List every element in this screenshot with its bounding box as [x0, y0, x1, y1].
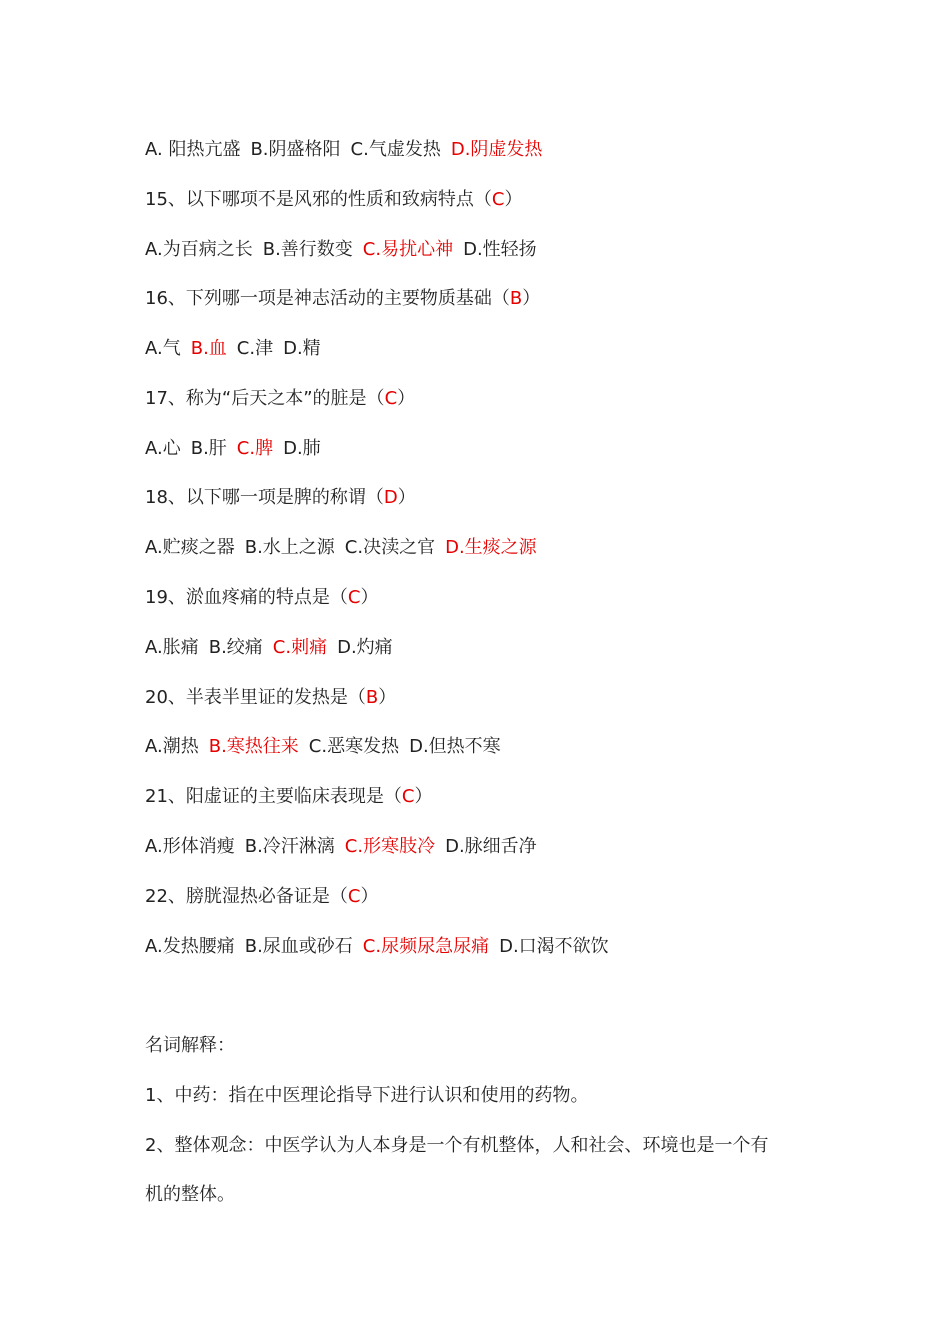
options-line	[145, 138, 542, 162]
correct-option: C.刺痛	[272, 637, 328, 658]
question-close: ）	[360, 886, 379, 907]
correct-option: C.尿频尿急尿痛	[362, 936, 490, 957]
option-c: C.气虚发热	[350, 139, 441, 160]
answer-letter: B	[509, 288, 523, 309]
options-18	[145, 536, 537, 560]
answer-letter: C	[347, 587, 361, 608]
correct-option: C.易扰心神	[362, 239, 454, 260]
glossary-item-1: 1、中药：指在中医理论指导下进行认识和使用的药物。	[145, 1085, 589, 1106]
question-close: ）	[397, 388, 416, 409]
option-c: C.津	[236, 338, 274, 359]
question-text: 16、下列哪一项是神志活动的主要物质基础（	[145, 288, 510, 309]
answer-letter: D	[383, 487, 398, 508]
option-a: A.发热腰痛	[145, 936, 235, 957]
question-21	[145, 785, 432, 809]
answer-letter: B	[365, 687, 379, 708]
question-16	[145, 287, 540, 311]
question-22	[145, 885, 378, 909]
option-d: D.精	[283, 338, 321, 359]
question-text: 22、膀胱湿热必备证是（	[145, 886, 348, 907]
options-16	[145, 337, 321, 361]
option-d: D.灼痛	[337, 637, 393, 658]
option-b: B.尿血或砂石	[244, 936, 353, 957]
question-close: ）	[522, 288, 541, 309]
correct-option: D.阴虚发热	[450, 139, 543, 160]
options-15	[145, 238, 537, 262]
options-17	[145, 437, 321, 461]
question-text: 17、称为“后天之本”的脏是（	[145, 388, 385, 409]
option-a: A.为百病之长	[145, 239, 253, 260]
option-d: D.但热不寒	[409, 736, 501, 757]
option-d: D.口渴不欲饮	[499, 936, 609, 957]
answer-letter: C	[384, 388, 398, 409]
options-19	[145, 636, 393, 660]
glossary-item-2: 2、整体观念：中医学认为人本身是一个有机整体，人和社会、环境也是一个有	[145, 1135, 769, 1156]
option-c: C.决渎之官	[344, 537, 436, 558]
question-20	[145, 686, 396, 710]
question-close: ）	[414, 786, 433, 807]
question-15	[145, 188, 522, 212]
option-b: B.冷汗淋漓	[244, 836, 335, 857]
glossary-heading: 名词解释：	[145, 1035, 235, 1056]
option-a: A.心	[145, 438, 181, 459]
correct-option: C.脾	[236, 438, 274, 459]
question-close: ）	[378, 687, 397, 708]
question-close: ）	[397, 487, 416, 508]
answer-letter: C	[491, 189, 505, 210]
option-a: A. 阳热亢盛	[145, 139, 241, 160]
option-a: A.胀痛	[145, 637, 199, 658]
option-b: B.绞痛	[208, 637, 263, 658]
question-18	[145, 486, 416, 510]
question-text: 20、半表半里证的发热是（	[145, 687, 366, 708]
option-a: A.潮热	[145, 736, 199, 757]
question-text: 19、淤血疼痛的特点是（	[145, 587, 348, 608]
option-d: D.性轻扬	[463, 239, 537, 260]
correct-option: B.寒热往来	[208, 736, 299, 757]
correct-option: B.血	[190, 338, 227, 359]
question-close: ）	[504, 189, 523, 210]
options-20	[145, 735, 501, 759]
option-b: B.水上之源	[244, 537, 335, 558]
question-text: 18、以下哪一项是脾的称谓（	[145, 487, 384, 508]
option-b: B.阴盛格阳	[250, 139, 341, 160]
answer-letter: C	[401, 786, 415, 807]
option-b: B.肝	[190, 438, 227, 459]
correct-option: C.形寒肢冷	[344, 836, 436, 857]
option-c: C.恶寒发热	[308, 736, 400, 757]
option-a: A.贮痰之器	[145, 537, 235, 558]
option-d: D.脉细舌净	[445, 836, 537, 857]
option-d: D.肺	[283, 438, 321, 459]
glossary-item-2-continuation: 机的整体。	[145, 1184, 235, 1205]
question-text: 15、以下哪项不是风邪的性质和致病特点（	[145, 189, 492, 210]
question-19	[145, 586, 378, 610]
option-b: B.善行数变	[262, 239, 353, 260]
question-close: ）	[360, 587, 379, 608]
options-22	[145, 935, 609, 959]
question-text: 21、阳虚证的主要临床表现是（	[145, 786, 402, 807]
options-21	[145, 835, 537, 859]
correct-option: D.生痰之源	[445, 537, 537, 558]
answer-letter: C	[347, 886, 361, 907]
option-a: A.气	[145, 338, 181, 359]
option-a: A.形体消瘦	[145, 836, 235, 857]
question-17	[145, 387, 415, 411]
